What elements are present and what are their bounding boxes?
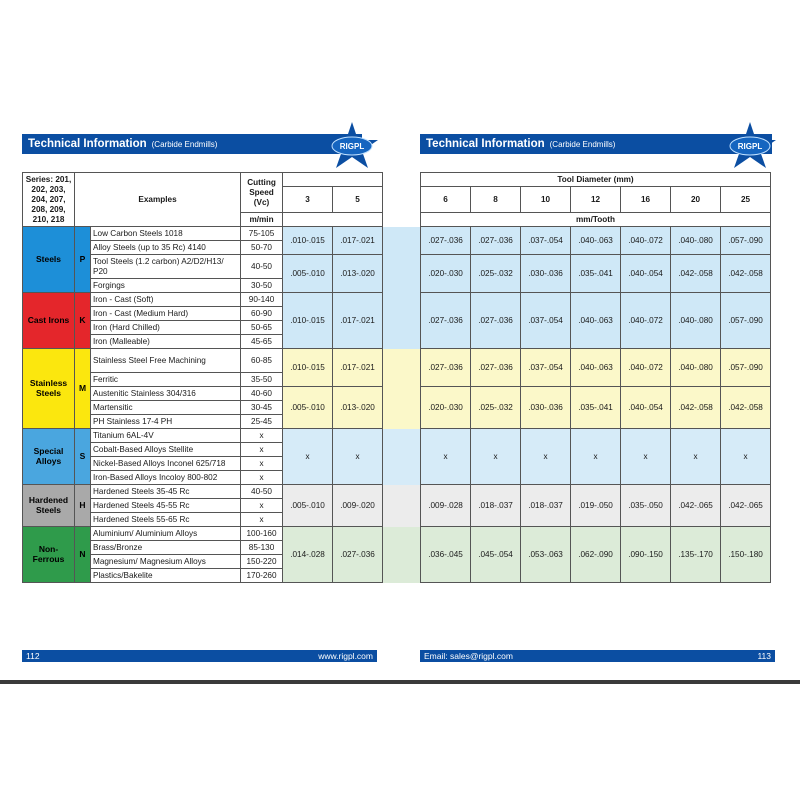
speeds-feeds-table bbox=[22, 172, 771, 583]
feed-value: .040-.072 bbox=[621, 349, 671, 387]
example-material: Magnesium/ Magnesium Alloys bbox=[91, 555, 241, 569]
feed-value: .025-.032 bbox=[471, 255, 521, 293]
cutting-speed-value: 75-105 bbox=[241, 227, 283, 241]
cutting-speed-value: 85-130 bbox=[241, 541, 283, 555]
feed-value: .019-.050 bbox=[571, 485, 621, 527]
gutter-cell bbox=[383, 485, 421, 527]
iso-letter: M bbox=[75, 349, 91, 429]
example-material: Nickel-Based Alloys Inconel 625/718 bbox=[91, 457, 241, 471]
feed-value: .062-.090 bbox=[571, 527, 621, 583]
example-material: Iron - Cast (Medium Hard) bbox=[91, 307, 241, 321]
cutting-speed-value: 150-220 bbox=[241, 555, 283, 569]
example-material: Martensitic bbox=[91, 401, 241, 415]
feed-value: x bbox=[621, 429, 671, 485]
left-page-number: 112 bbox=[26, 651, 40, 661]
material-group-name: Special Alloys bbox=[23, 429, 75, 485]
example-material: Iron (Malleable) bbox=[91, 335, 241, 349]
cutting-speed-value: 40-50 bbox=[241, 485, 283, 499]
feed-value: x bbox=[283, 429, 333, 485]
feed-value: .025-.032 bbox=[471, 387, 521, 429]
example-material: Plastics/Bakelite bbox=[91, 569, 241, 583]
header-blank-units bbox=[283, 213, 383, 227]
example-material: Ferritic bbox=[91, 373, 241, 387]
feed-value: x bbox=[421, 429, 471, 485]
feed-value: x bbox=[721, 429, 771, 485]
feed-value: .035-.050 bbox=[621, 485, 671, 527]
gutter-cell bbox=[383, 429, 421, 485]
feed-value: .040-.063 bbox=[571, 227, 621, 255]
cutting-speed-value: x bbox=[241, 443, 283, 457]
cutting-speed-value: 40-50 bbox=[241, 255, 283, 279]
diameter-header: 12 bbox=[571, 187, 621, 213]
feed-value: .042-.058 bbox=[721, 255, 771, 293]
gutter-cell bbox=[383, 349, 421, 387]
cutting-speed-value: 30-45 bbox=[241, 401, 283, 415]
cutting-speed-value: 25-45 bbox=[241, 415, 283, 429]
email-link[interactable]: Email: sales@rigpl.com bbox=[424, 651, 513, 661]
feed-value: .010-.015 bbox=[283, 349, 333, 387]
feed-value: .135-.170 bbox=[671, 527, 721, 583]
feed-value: .042-.058 bbox=[671, 255, 721, 293]
feed-value: .027-.036 bbox=[421, 227, 471, 255]
right-logo-text: RIGPL bbox=[737, 142, 763, 151]
gutter-units bbox=[383, 213, 421, 227]
gutter-cell bbox=[383, 387, 421, 429]
feed-value: .030-.036 bbox=[521, 255, 571, 293]
header-blank-left bbox=[283, 173, 383, 187]
example-material: Cobalt-Based Alloys Stellite bbox=[91, 443, 241, 457]
example-material: PH Stainless 17-4 PH bbox=[91, 415, 241, 429]
feed-value: .040-.054 bbox=[621, 255, 671, 293]
scan-edge-line bbox=[0, 680, 800, 684]
example-material: Austenitic Stainless 304/316 bbox=[91, 387, 241, 401]
example-material: Iron-Based Alloys Incoloy 800-802 bbox=[91, 471, 241, 485]
feed-value: .042-.065 bbox=[721, 485, 771, 527]
example-material: Hardened Steels 55-65 Rc bbox=[91, 513, 241, 527]
left-footer bbox=[22, 650, 377, 662]
diameter-header: 25 bbox=[721, 187, 771, 213]
feed-value: .027-.036 bbox=[471, 293, 521, 349]
diameter-header: 6 bbox=[421, 187, 471, 213]
feed-value: .040-.080 bbox=[671, 293, 721, 349]
speed-unit: m/min bbox=[241, 213, 283, 227]
feed-value: .040-.072 bbox=[621, 227, 671, 255]
right-page-subtitle: (Carbide Endmills) bbox=[549, 139, 616, 149]
feed-value: .040-.054 bbox=[621, 387, 671, 429]
feed-value: .027-.036 bbox=[421, 349, 471, 387]
right-logo bbox=[722, 120, 778, 170]
diameter-header: 20 bbox=[671, 187, 721, 213]
feed-value: .030-.036 bbox=[521, 387, 571, 429]
example-material: Hardened Steels 45-55 Rc bbox=[91, 499, 241, 513]
example-material: Aluminium/ Aluminium Alloys bbox=[91, 527, 241, 541]
feed-value: .005-.010 bbox=[283, 387, 333, 429]
feed-value: .009-.028 bbox=[421, 485, 471, 527]
cutting-speed-value: 35-50 bbox=[241, 373, 283, 387]
feed-value: .035-.041 bbox=[571, 255, 621, 293]
diameter-header: 16 bbox=[621, 187, 671, 213]
material-group-name: Non-Ferrous bbox=[23, 527, 75, 583]
example-material: Stainless Steel Free Machining bbox=[91, 349, 241, 373]
material-group-name: Hardened Steels bbox=[23, 485, 75, 527]
feed-value: .027-.036 bbox=[421, 293, 471, 349]
examples-header: Examples bbox=[75, 173, 241, 227]
example-material: Brass/Bronze bbox=[91, 541, 241, 555]
right-page-number: 113 bbox=[757, 651, 771, 661]
tool-diameter-header: Tool Diameter (mm) bbox=[421, 173, 771, 187]
feed-value: .090-.150 bbox=[621, 527, 671, 583]
cutting-speed-value: x bbox=[241, 457, 283, 471]
feed-value: .027-.036 bbox=[471, 227, 521, 255]
cutting-speed-value: x bbox=[241, 499, 283, 513]
feed-value: .010-.015 bbox=[283, 227, 333, 255]
feed-value: .040-.080 bbox=[671, 227, 721, 255]
feed-value: .018-.037 bbox=[471, 485, 521, 527]
feed-value: .036-.045 bbox=[421, 527, 471, 583]
feed-value: x bbox=[471, 429, 521, 485]
material-group-name: Cast Irons bbox=[23, 293, 75, 349]
feed-value: .053-.063 bbox=[521, 527, 571, 583]
feed-unit: mm/Tooth bbox=[421, 213, 771, 227]
feed-value: .017-.021 bbox=[333, 227, 383, 255]
cutting-speed-value: x bbox=[241, 429, 283, 443]
iso-letter: H bbox=[75, 485, 91, 527]
material-group-name: Stainless Steels bbox=[23, 349, 75, 429]
right-footer bbox=[420, 650, 775, 662]
left-logo bbox=[324, 120, 380, 170]
cutting-speed-value: 40-60 bbox=[241, 387, 283, 401]
right-header-bar bbox=[420, 134, 772, 154]
cutting-speed-value: 100-160 bbox=[241, 527, 283, 541]
cutting-speed-value: x bbox=[241, 471, 283, 485]
example-material: Tool Steels (1.2 carbon) A2/D2/H13/ P20 bbox=[91, 255, 241, 279]
feed-value: .045-.054 bbox=[471, 527, 521, 583]
gutter-cell bbox=[383, 227, 421, 255]
diameter-header: 8 bbox=[471, 187, 521, 213]
diameter-header: 10 bbox=[521, 187, 571, 213]
feed-value: .042-.058 bbox=[721, 387, 771, 429]
feed-value: .013-.020 bbox=[333, 387, 383, 429]
cutting-speed-value: 50-70 bbox=[241, 241, 283, 255]
feed-value: .014-.028 bbox=[283, 527, 333, 583]
feed-value: .040-.072 bbox=[621, 293, 671, 349]
feed-value: .040-.063 bbox=[571, 349, 621, 387]
left-header-bar bbox=[22, 134, 362, 154]
example-material: Alloy Steels (up to 35 Rc) 4140 bbox=[91, 241, 241, 255]
left-page-subtitle: (Carbide Endmills) bbox=[151, 139, 218, 149]
feed-value: .018-.037 bbox=[521, 485, 571, 527]
example-material: Iron (Hard Chilled) bbox=[91, 321, 241, 335]
feed-value: .035-.041 bbox=[571, 387, 621, 429]
example-material: Titanium 6AL-4V bbox=[91, 429, 241, 443]
feed-value: .057-.090 bbox=[721, 349, 771, 387]
cutting-speed-value: 90-140 bbox=[241, 293, 283, 307]
feed-value: .017-.021 bbox=[333, 349, 383, 387]
feed-value: .040-.080 bbox=[671, 349, 721, 387]
feed-value: .037-.054 bbox=[521, 227, 571, 255]
cutting-speed-value: 60-90 bbox=[241, 307, 283, 321]
diameter-header: 3 bbox=[283, 187, 333, 213]
feed-value: .005-.010 bbox=[283, 485, 333, 527]
feed-value: .020-.030 bbox=[421, 387, 471, 429]
feed-value: .042-.058 bbox=[671, 387, 721, 429]
feed-value: .010-.015 bbox=[283, 293, 333, 349]
left-logo-text: RIGPL bbox=[339, 142, 365, 151]
feed-value: .017-.021 bbox=[333, 293, 383, 349]
left-page-title: Technical Information bbox=[28, 138, 147, 150]
feed-value: .057-.090 bbox=[721, 227, 771, 255]
example-material: Iron - Cast (Soft) bbox=[91, 293, 241, 307]
iso-letter: P bbox=[75, 227, 91, 293]
feed-value: x bbox=[571, 429, 621, 485]
cutting-speed-value: 50-65 bbox=[241, 321, 283, 335]
material-group-name: Steels bbox=[23, 227, 75, 293]
series-header: Series: 201, 202, 203, 204, 207, 208, 209, 210, 218 bbox=[23, 173, 75, 227]
cutting-speed-value: 170-260 bbox=[241, 569, 283, 583]
iso-letter: K bbox=[75, 293, 91, 349]
example-material: Hardened Steels 35-45 Rc bbox=[91, 485, 241, 499]
cutting-speed-value: 30-50 bbox=[241, 279, 283, 293]
feed-value: .013-.020 bbox=[333, 255, 383, 293]
feed-value: x bbox=[521, 429, 571, 485]
cutting-speed-value: 60-85 bbox=[241, 349, 283, 373]
example-material: Forgings bbox=[91, 279, 241, 293]
feed-value: .150-.180 bbox=[721, 527, 771, 583]
feed-value: .037-.054 bbox=[521, 293, 571, 349]
feed-value: .042-.065 bbox=[671, 485, 721, 527]
feed-value: .037-.054 bbox=[521, 349, 571, 387]
gutter-cell bbox=[383, 255, 421, 293]
feed-value: .020-.030 bbox=[421, 255, 471, 293]
cutting-speed-header: Cutting Speed (Vc) bbox=[241, 173, 283, 213]
feed-value: .027-.036 bbox=[471, 349, 521, 387]
cutting-speed-value: 45-65 bbox=[241, 335, 283, 349]
feed-value: .057-.090 bbox=[721, 293, 771, 349]
feed-value: .027-.036 bbox=[333, 527, 383, 583]
example-material: Low Carbon Steels 1018 bbox=[91, 227, 241, 241]
cutting-speed-value: x bbox=[241, 513, 283, 527]
gutter-cell bbox=[383, 293, 421, 349]
right-page-title: Technical Information bbox=[426, 138, 545, 150]
feed-value: x bbox=[671, 429, 721, 485]
feed-value: .040-.063 bbox=[571, 293, 621, 349]
diameter-header: 5 bbox=[333, 187, 383, 213]
feed-value: .009-.020 bbox=[333, 485, 383, 527]
feed-value: x bbox=[333, 429, 383, 485]
feed-value: .005-.010 bbox=[283, 255, 333, 293]
website-link[interactable]: www.rigpl.com bbox=[318, 651, 373, 661]
gutter-header bbox=[383, 173, 421, 213]
iso-letter: S bbox=[75, 429, 91, 485]
iso-letter: N bbox=[75, 527, 91, 583]
gutter-cell bbox=[383, 527, 421, 583]
